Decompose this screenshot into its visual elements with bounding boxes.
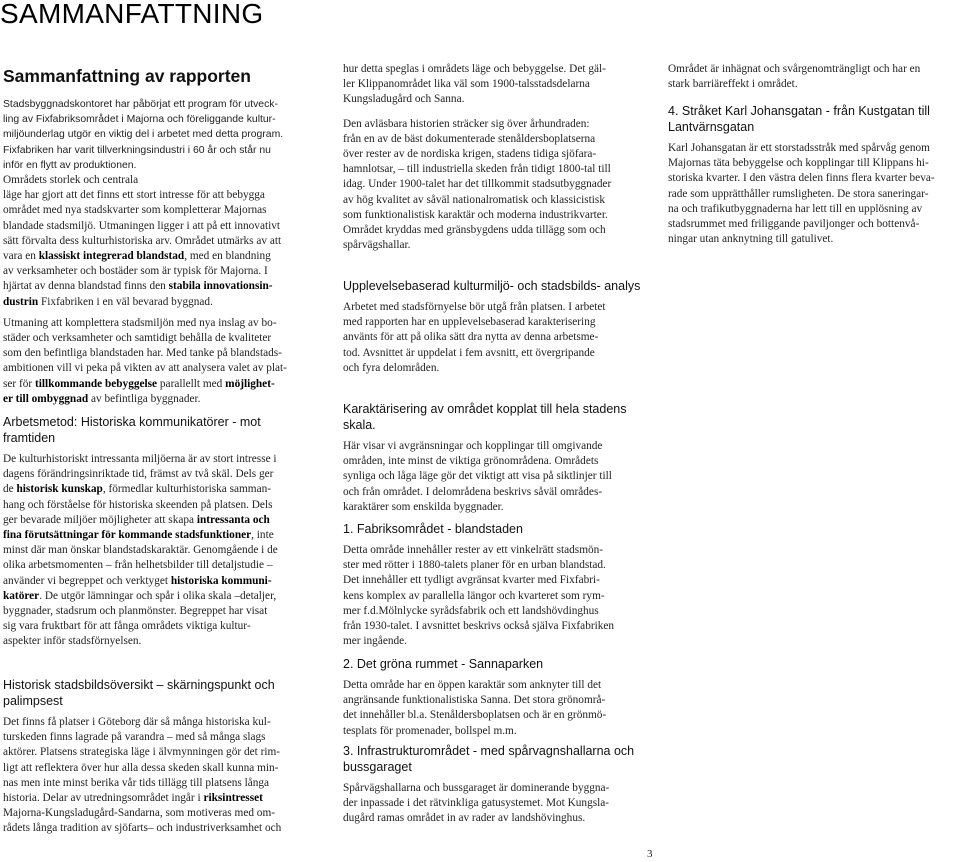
section-history-continued bbox=[343, 62, 643, 253]
factory-area-heading: 1. Fabriksområdet - blandstaden bbox=[343, 522, 523, 536]
method-paragraph: De kulturhistoriskt intressanta miljöerna är av stort intresse i dagens förändringsinriktade tid, främst av två skäl. Dels ger de historisk kunskap, förmedlar kulturhistoriska samman- hang och förståelse för historiska skeenden på platsen. Dels ger bevarade miljöer möjligheter att skapa intressanta och fina förutsättningar för kommande stadsfunktioner, inte minst där man önskar blandstadskaraktär. Genomgående i de olika arbetsmomenten – från helhetsbilder till detaljstudie – använder vi begreppet och verktyget historiska kommuni- katörer. De utgör lämningar och spår i olika skala –detaljer, byggnader, stadsrum och planmönster. Begreppet har visat sig vara fruktbart för att fånga områdets viktiga kultur- aspekter inför stadsförnyelsen. bbox=[3, 453, 278, 648]
section-city-scale bbox=[343, 401, 643, 515]
infrastructure-heading: 3. Infrastrukturområdet - med spårvagnshallarna och bussgaraget bbox=[343, 744, 635, 774]
history-continued-paragraph: hur detta speglas i områdets läge och bebyggelse. Det gäl- ler Klippanområdet lika väl som 1900-talsstadsdelarna Kungsladugård och Sanna. bbox=[343, 63, 606, 106]
summary-heading: Sammanfattning av rapporten bbox=[3, 66, 251, 86]
karl-johansgatan-heading: 4. Stråket Karl Johansgatan - från Kustgatan till Lantvärnsgatan bbox=[668, 104, 930, 134]
experience-analysis-heading: Upplevelsebaserad kulturmiljö- och stadsbilds- analys bbox=[343, 279, 641, 293]
page-title: SAMMANFATTNING bbox=[0, 0, 264, 29]
summary-paragraph-1: Områdets storlek och centrala läge har gjort att det finns ett stort intresse för att bebygga området med nya stadskvarter som kompletterar Majornas blandade stadsmiljö. Utmaningen ligger i att på ett innovativt sätt förvalta dess kulturhistoriska arv. Området utmärks av att vara en klassiskt integrerad blandstad, med en blandning av verksamheter och bostäder som är typisk för Majorna. I hjärtat av denna blandstad finns den stabila innovationsin- dustrin Fixfabriken i en väl bevarad byggnad. bbox=[3, 174, 282, 308]
section-experience-analysis bbox=[343, 278, 643, 376]
green-room-heading: 2. Det gröna rummet - Sannaparken bbox=[343, 657, 544, 671]
page-number: 3 bbox=[647, 848, 653, 860]
section-factory-area bbox=[343, 521, 643, 649]
experience-analysis-paragraph: Arbetet med stadsförnyelse bör utgå från platsen. I arbetet med rapporten har en upplevelsebaserad karakterisering använts för att på olika sätt dra nytta av denna arbetsme- tod. Avsnittet är uppdelat i fem avsnitt, ett övergripande och fyra delområden. bbox=[343, 301, 606, 374]
factory-area-paragraph: Detta område innehåller rester av ett vinkelrätt stadsmön- ster med rötter i 1880-talets planer för en urban blandstad. Det innehåller ett tydligt avgränsat kvarter med Fixfabri- kens komplex av parallella längor och kvarteret som rym- mer f.d.Mölnlycke syrådsfabrik och ett landshövdinghus från 1930-talet. I avsnittet beskrivs också själva Fixfabriken mer ingående. bbox=[343, 544, 615, 648]
section-barrier bbox=[668, 62, 958, 92]
section-summary bbox=[3, 66, 308, 407]
section-method bbox=[3, 414, 308, 650]
infrastructure-paragraph: Spårvägshallarna och bussgaraget är dominerande byggna- der inpassade i det rätvinkliga gatusystemet. Mot Kungsla- dugård ramas området in av rader av landshövinghus. bbox=[343, 782, 610, 825]
summary-intro: Stadsbyggnadskontoret har påbörjat ett program för utveck- ling av Fixfabriksområdet i Majorna och föreliggande kultur- miljöunderlag utgör en viktig del i arbetet med detta program. Fixfabriken har varit tillverkningsindustri i 60 år och står nu inför en flytt av produktionen. bbox=[3, 99, 284, 171]
city-scale-paragraph: Här visar vi avgränsningar och kopplingar till omgivande områden, inte minst de viktiga grönområdena. Områdets synliga och låga läge gör det viktigt att visa på siktlinjer till och från området. I delområdena beskrivs såväl områdes- karaktärer som enskilda byggnader. bbox=[343, 440, 612, 513]
city-scale-heading: Karaktärisering av området kopplat till hela stadens skala. bbox=[343, 402, 627, 432]
summary-paragraph-2: Utmaning att komplettera stadsmiljön med nya inslag av bo- städer och verksamheter och samtidigt behålla de kvaliteter som den befintliga blandstaden har. Med tanke på blandstads- ambitionen vill vi peka på vikten av att analysera valet av plat- ser för tillkommande bebyggelse parallellt med möjlighet- er till ombyggnad av befintliga byggnader. bbox=[3, 316, 287, 405]
section-green-room bbox=[343, 656, 643, 739]
method-heading: Arbetsmetod: Historiska kommunikatörer - mot framtiden bbox=[3, 415, 261, 445]
karl-johansgatan-paragraph: Karl Johansgatan är ett storstadsstråk med spårvåg genom Majornas täta bebyggelse och kopplingar till Klippans hi- storiska kvarter. I den västra delen finns flera kvarter beva- rade som upprätthåller rumsligheten. De stora saneringar- na och trafikutbyggnaderna har lett till en upplösning av stadsrummet med friliggande paviljonger och bottenvå- ningar utan anknytning till gatulivet. bbox=[668, 142, 935, 246]
history-timeline-paragraph: Den avläsbara historien sträcker sig över århundraden: från en av de bäst dokumenterade stenåldersboplatserna över rester av de nordiska krigen, stadens tidiga sjöfara- hamnlotsar, – till industriella skeden från tidigt 1800-tal till idag. Under 1900-talet har det tillkommit stadsutbyggnader av hög kvalitet av såväl nationalromatisk och klassicistisk som funktionalistisk karaktär och moderna industrikvarter. Området kryddas med gränsbygdens udda tillägg som och spårvägshallar. bbox=[343, 117, 612, 252]
green-room-paragraph: Detta område har en öppen karaktär som anknyter till det angränsande funktionalistiska Sanna. Det stora grönområ- det innehåller bl.a. Stenåldersboplatsen och är en grönmö- tesplats för promenader, bollspel m.m. bbox=[343, 679, 607, 737]
section-karl-johansgatan bbox=[668, 103, 958, 247]
section-history bbox=[3, 677, 308, 837]
history-heading: Historisk stadsbildsöversikt – skärningspunkt och palimpsest bbox=[3, 678, 275, 708]
history-paragraph: Det finns få platser i Göteborg där så många historiska kul- turskeden finns lagrade på varandra – med så många slags aktörer. Platsens strategiska läge i älvmynningen gör det rim- ligt att reflektera över hur alla dessa skeden skall kunna min- nas men inte minst berika vår tids tillägg till platsens långa historia. Delar av utredningsområdet ingår i riksintresset Majorna-Kungsladugård-Sandarna, som motiveras med om- rådets långa tradition av sjöfarts– och industriverksamhet och bbox=[3, 716, 282, 835]
section-infrastructure bbox=[343, 743, 643, 827]
barrier-paragraph: Området är inhägnat och svårgenomträngligt och har en stark barriäreffekt i området. bbox=[668, 63, 921, 91]
